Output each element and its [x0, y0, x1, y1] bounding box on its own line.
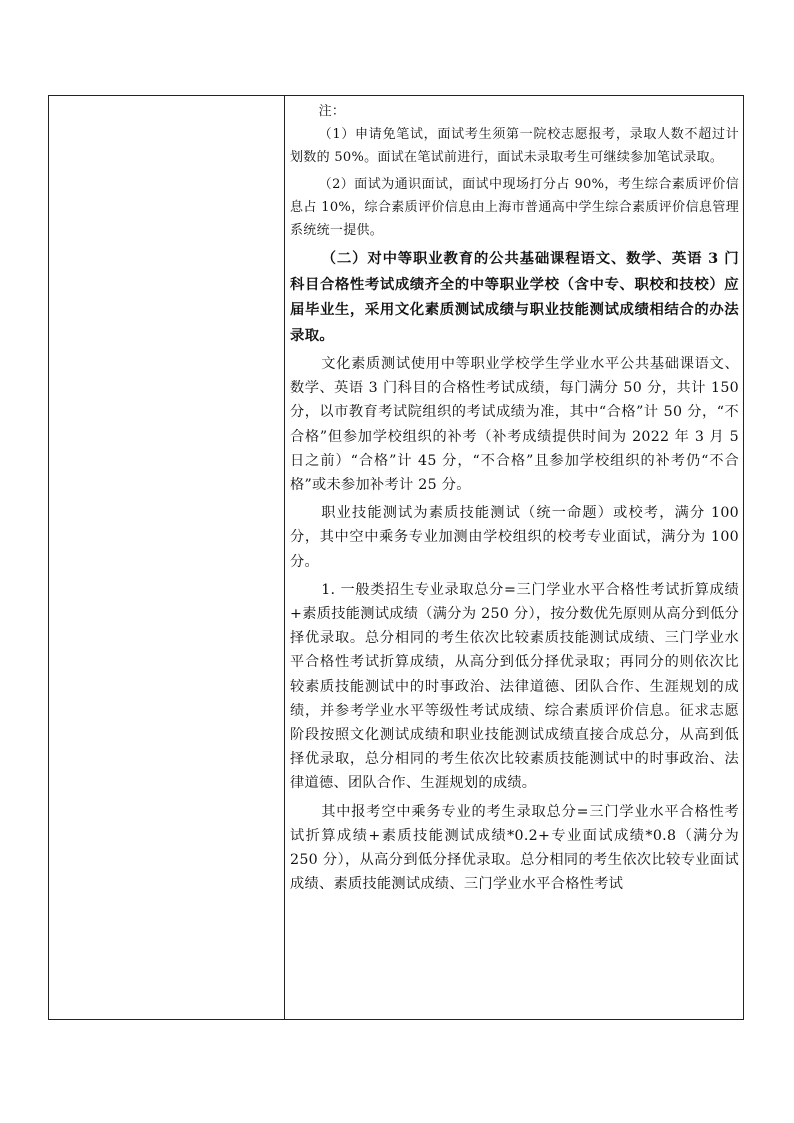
- content-table: [48, 95, 744, 1020]
- section-heading-2: （二）对中等职业教育的公共基础课程语文、数学、英语 3 门科目合格性考试成绩齐全的中等职业学校（含中专、职校和技校）应届毕业生，采用文化素质测试成绩与职业技能测试成绩相结合的办法录取。: [290, 250, 739, 344]
- paragraph-skill-test: 职业技能测试为素质技能测试（统一命题）或校考，满分 100 分，其中空中乘务专业加测由学校组织的校考专业面试，满分为 100 分。: [290, 505, 739, 570]
- paragraph-culture-test: 文化素质测试使用中等职业学校学生学业水平公共基础课语文、数学、英语 3 门科目的合格性考试成绩，每门满分 50 分，共计 150 分，以市教育考试院组织的考试成绩为准，其中“合格”计 50 分，“不合格”但参加学校组织的补考（补考成绩提供时间为 2022 年 3 月 5 日之前）“合格”计 45 分，“不合格”且参加学校组织的补考仍“不合格”或未参加补考计 25 分。: [290, 356, 739, 494]
- paragraph-rule-1: 1. 一般类招生专业录取总分=三门学业水平合格性考试折算成绩+素质技能测试成绩（满分为 250 分），按分数优先原则从高分到低分择优录取。总分相同的考生依次比较素质技能测试成绩、三门学业水平合格性考试折算成绩，从高分到低分择优录取；再同分的则依次比较素质技能测试中的时事政治、法律道德、团队合作、生涯规划的成绩，并参考学业水平等级性考试成绩、综合素质评价信息。征求志愿阶段按照文化测试成绩和职业技能测试成绩直接合成总分，从高到低择优录取，总分相同的考生依次比较素质技能测试中的时事政治、法律道德、团队合作、生涯规划的成绩。: [290, 581, 739, 792]
- note-label: 注：: [318, 104, 346, 119]
- table-right-cell: [286, 96, 743, 1019]
- paragraph-air-steward: 其中报考空中乘务专业的考生录取总分=三门学业水平合格性考试折算成绩+素质技能测试成绩*0.2+专业面试成绩*0.8（满分为 250 分），从高分到低分择优录取。总分相同的考生依次比较专业面试成绩、素质技能测试成绩、三门学业水平合格性考试: [290, 803, 739, 893]
- note-item-1: （1）申请免笔试，面试考生须第一院校志愿报考，录取人数不超过计划数的 50%。面试在笔试前进行，面试未录取考生可继续参加笔试录取。: [290, 127, 739, 165]
- table-left-cell: [49, 96, 285, 1019]
- note-item-2: （2）面试为通识面试，面试中现场打分占 90%，考生综合素质评价信息占 10%，综合素质评价信息由上海市普通高中学生综合素质评价信息管理系统统一提供。: [290, 177, 739, 238]
